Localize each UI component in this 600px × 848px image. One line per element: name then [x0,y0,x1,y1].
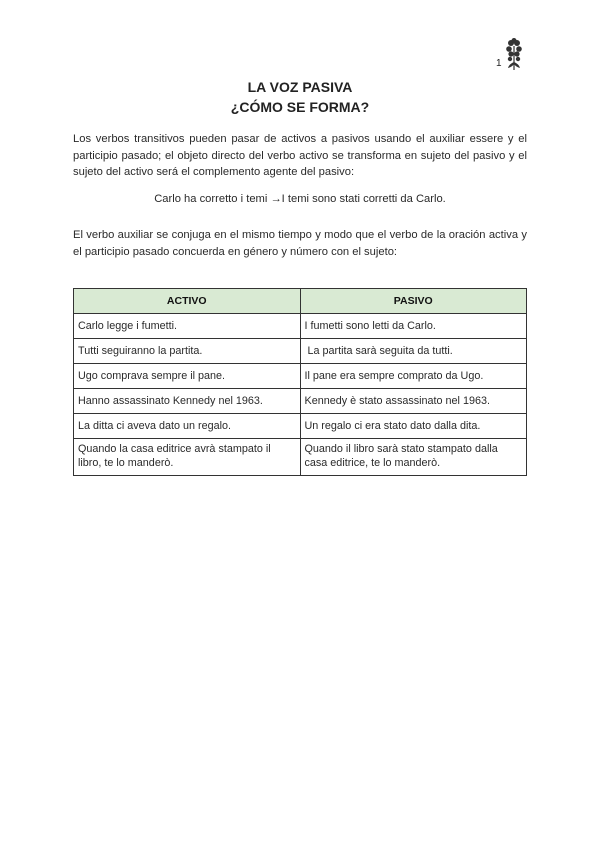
page-title [0,77,600,117]
table-row [74,439,527,476]
cell-pasivo: Un regalo ci era stato dato dalla dita. [300,414,527,439]
cell-activo: Ugo comprava sempre il pane. [74,364,301,389]
table-row [74,314,527,339]
plant-icon [505,38,523,70]
cell-pasivo: Quando il libro sarà stato stampato dalla casa editrice, te lo manderò. [300,439,527,476]
cell-pasivo: Kennedy è stato assassinato nel 1963. [300,389,527,414]
title-line-1: LA VOZ PASIVA [247,79,353,95]
cell-pasivo: La partita sarà seguita da tutti. [300,339,527,364]
explanation-paragraph: El verbo auxiliar se conjuga en el mismo tiempo y modo que el verbo de la oración activa y el participio pasado concuerda en género y número con el sujeto: [73,229,527,258]
table-row [74,389,527,414]
example-sentence: Carlo ha corretto i temi →I temi sono stati corretti da Carlo. [154,193,446,205]
table-header-row [74,289,527,314]
cell-activo: Quando la casa editrice avrà stampato il libro, te lo manderò. [74,439,301,476]
header-activo: ACTIVO [74,289,301,314]
title-line-2: ¿CÓMO SE FORMA? [230,99,370,115]
cell-pasivo: I fumetti sono letti da Carlo. [300,314,527,339]
cell-activo: Hanno assassinato Kennedy nel 1963. [74,389,301,414]
page-number: 1 [496,58,502,69]
active-passive-table [73,288,527,476]
cell-activo: Tutti seguiranno la partita. [74,339,301,364]
cell-pasivo: Il pane era sempre comprato da Ugo. [300,364,527,389]
table-row [74,414,527,439]
cell-activo: Carlo legge i fumetti. [74,314,301,339]
table-row [74,364,527,389]
header-pasivo: PASIVO [300,289,527,314]
cell-activo: La ditta ci aveva dato un regalo. [74,414,301,439]
intro-paragraph: Los verbos transitivos pueden pasar de activos a pasivos usando el auxiliar essere y el participio pasado; el objeto directo del verbo activo se transforma en sujeto del pasivo y el sujeto del activo será el complemento agente del pasivo: [73,133,527,178]
table-row [74,339,527,364]
